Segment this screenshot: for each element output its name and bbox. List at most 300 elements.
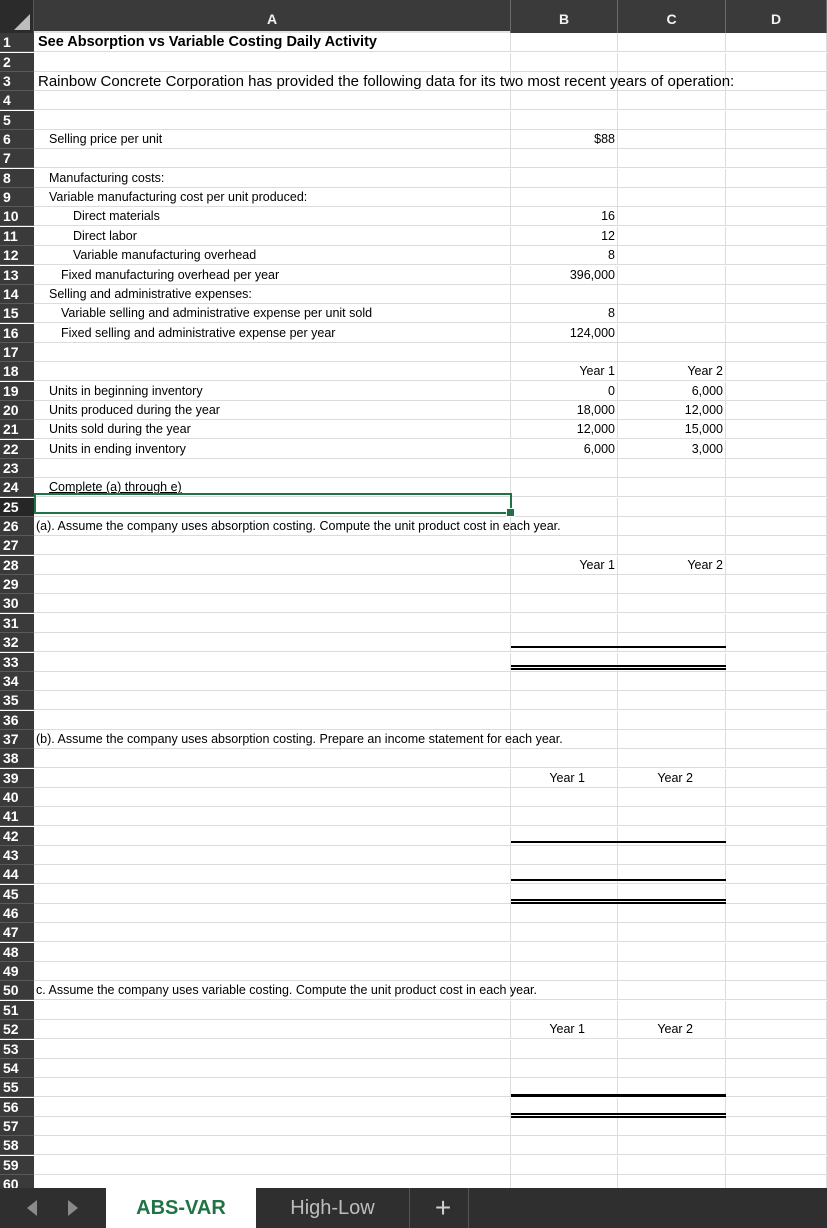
cell-c[interactable] <box>618 1059 726 1078</box>
sheet-row <box>0 382 827 401</box>
cell-c[interactable] <box>618 266 726 285</box>
row-header[interactable]: 27 <box>0 536 34 555</box>
cell-d[interactable] <box>726 691 827 710</box>
cell-a[interactable] <box>34 149 511 168</box>
cell-a[interactable] <box>34 227 511 246</box>
cell-b[interactable] <box>511 343 618 362</box>
cell-b[interactable] <box>511 285 618 304</box>
cell-b[interactable] <box>511 846 618 865</box>
row-header[interactable]: 2 <box>0 53 34 72</box>
cell-a[interactable] <box>34 575 511 594</box>
sheet-tab-high-low[interactable]: High-Low <box>256 1188 410 1228</box>
cell-d[interactable] <box>726 362 827 381</box>
cell-a[interactable] <box>34 711 511 730</box>
cell-a[interactable] <box>34 672 511 691</box>
add-sheet-plus-icon[interactable]: + <box>418 1188 469 1228</box>
cell-a[interactable] <box>34 459 511 478</box>
row-header[interactable]: 1 <box>0 33 34 52</box>
cell-a[interactable] <box>34 827 511 846</box>
cell-b[interactable] <box>511 633 618 652</box>
cell-d[interactable] <box>726 498 827 517</box>
column-header-a[interactable]: A <box>34 0 511 33</box>
cell-b[interactable] <box>511 149 618 168</box>
cell-b[interactable] <box>511 324 618 343</box>
cell-a[interactable] <box>34 730 563 749</box>
row-header[interactable]: 5 <box>0 111 34 130</box>
cell-d[interactable] <box>726 420 827 439</box>
cell-d[interactable] <box>726 788 827 807</box>
cell-a[interactable] <box>34 130 511 149</box>
cell-b[interactable] <box>511 614 618 633</box>
cell-d[interactable] <box>726 536 827 555</box>
cell-a[interactable] <box>34 594 511 613</box>
row-header[interactable]: 24 <box>0 478 34 497</box>
cell-c[interactable] <box>618 769 726 788</box>
cell-d[interactable] <box>726 33 827 52</box>
cell-b[interactable] <box>511 807 618 826</box>
cell-a[interactable] <box>34 382 511 401</box>
row-header[interactable]: 54 <box>0 1059 34 1078</box>
cell-a[interactable] <box>34 846 511 865</box>
column-header-b[interactable]: B <box>511 0 618 33</box>
cell-b[interactable] <box>511 865 618 884</box>
cell-a[interactable] <box>34 691 511 710</box>
row-header[interactable]: 3 <box>0 72 34 91</box>
row-header[interactable]: 20 <box>0 401 34 420</box>
row-header[interactable]: 10 <box>0 207 34 226</box>
cell-d[interactable] <box>726 556 827 575</box>
cell-c[interactable] <box>618 962 726 981</box>
cell-d[interactable] <box>726 846 827 865</box>
row-header[interactable]: 22 <box>0 440 34 459</box>
cell-d[interactable] <box>726 324 827 343</box>
cell-c[interactable] <box>618 1117 726 1136</box>
cell-a[interactable] <box>34 517 561 536</box>
cell-c[interactable] <box>618 981 726 1000</box>
cell-c[interactable] <box>618 227 726 246</box>
cell-b[interactable] <box>511 1156 618 1175</box>
row-header[interactable]: 43 <box>0 846 34 865</box>
cell-c[interactable] <box>618 672 726 691</box>
cell-c[interactable] <box>618 594 726 613</box>
row-header[interactable]: 33 <box>0 653 34 672</box>
cell-d[interactable] <box>726 943 827 962</box>
cell-b[interactable] <box>511 1040 618 1059</box>
cell-c[interactable] <box>618 788 726 807</box>
cell-b[interactable] <box>511 943 618 962</box>
cell-a[interactable] <box>34 246 511 265</box>
cell-c[interactable] <box>618 943 726 962</box>
cell-d[interactable] <box>726 653 827 672</box>
cell-c[interactable] <box>618 246 726 265</box>
cell-d[interactable] <box>726 923 827 942</box>
cell-a[interactable] <box>34 769 511 788</box>
cell-b[interactable] <box>511 769 618 788</box>
cell-d[interactable] <box>726 1098 827 1117</box>
cell-b[interactable] <box>511 130 618 149</box>
row-header[interactable]: 52 <box>0 1020 34 1039</box>
cell-d[interactable] <box>726 517 827 536</box>
cell-c[interactable] <box>618 517 726 536</box>
cell-c[interactable] <box>618 923 726 942</box>
cell-d[interactable] <box>726 1117 827 1136</box>
next-sheet-arrow-icon[interactable] <box>68 1200 78 1216</box>
row-header[interactable]: 32 <box>0 633 34 652</box>
cell-d[interactable] <box>726 594 827 613</box>
cell-c[interactable] <box>618 711 726 730</box>
cell-a[interactable] <box>34 266 511 285</box>
row-header[interactable]: 59 <box>0 1156 34 1175</box>
cell-b[interactable] <box>511 711 618 730</box>
cell-d[interactable] <box>726 266 827 285</box>
cell-d[interactable] <box>726 207 827 226</box>
cell-b[interactable] <box>511 459 618 478</box>
cell-b[interactable] <box>511 1059 618 1078</box>
sheet-row <box>0 53 827 72</box>
prev-sheet-arrow-icon[interactable] <box>27 1200 37 1216</box>
cell-c[interactable] <box>618 1001 726 1020</box>
cell-a[interactable] <box>34 1001 511 1020</box>
row-header[interactable]: 39 <box>0 769 34 788</box>
cell-b[interactable] <box>511 498 618 517</box>
row-header[interactable]: 42 <box>0 827 34 846</box>
cell-b[interactable] <box>511 33 618 52</box>
sheet-row <box>0 304 827 323</box>
row-header[interactable]: 48 <box>0 943 34 962</box>
row-header[interactable]: 16 <box>0 324 34 343</box>
sheet-row <box>0 1020 827 1039</box>
cell-a[interactable] <box>34 749 511 768</box>
row-header[interactable]: 26 <box>0 517 34 536</box>
row-header[interactable]: 19 <box>0 382 34 401</box>
row-header[interactable]: 30 <box>0 594 34 613</box>
cell-d[interactable] <box>726 1059 827 1078</box>
row-header[interactable]: 58 <box>0 1136 34 1155</box>
cell-a[interactable] <box>34 440 511 459</box>
cell-a[interactable] <box>34 943 511 962</box>
cell-d[interactable] <box>726 478 827 497</box>
cell-c[interactable] <box>618 362 726 381</box>
cell-c[interactable] <box>618 1136 726 1155</box>
cell-d[interactable] <box>726 1040 827 1059</box>
cell-b[interactable] <box>511 188 618 207</box>
cell-b[interactable] <box>511 246 618 265</box>
cell-c[interactable] <box>618 807 726 826</box>
cell-c[interactable] <box>618 382 726 401</box>
cell-a[interactable] <box>34 923 511 942</box>
row-header[interactable]: 53 <box>0 1040 34 1059</box>
cell-a[interactable] <box>34 633 511 652</box>
row-header[interactable]: 4 <box>0 91 34 110</box>
cell-d[interactable] <box>726 382 827 401</box>
sheet-row <box>0 536 827 555</box>
row-header[interactable]: 13 <box>0 266 34 285</box>
cell-a[interactable] <box>34 304 511 323</box>
cell-a[interactable] <box>34 904 511 923</box>
row-header[interactable]: 56 <box>0 1098 34 1117</box>
cell-a[interactable] <box>34 401 511 420</box>
cell-b[interactable] <box>511 1117 618 1136</box>
cell-b[interactable] <box>511 788 618 807</box>
cell-d[interactable] <box>726 459 827 478</box>
cell-d[interactable] <box>726 1078 827 1097</box>
cell-b[interactable] <box>511 420 618 439</box>
row-header[interactable]: 60 <box>0 1175 34 1188</box>
row-header[interactable]: 34 <box>0 672 34 691</box>
row-header[interactable]: 23 <box>0 459 34 478</box>
cell-d[interactable] <box>726 633 827 652</box>
row-header[interactable]: 47 <box>0 923 34 942</box>
row-header[interactable]: 45 <box>0 885 34 904</box>
cell-b[interactable] <box>511 1175 618 1188</box>
column-header-c[interactable]: C <box>618 0 726 33</box>
cell-c[interactable] <box>618 633 726 652</box>
cell-c[interactable] <box>618 575 726 594</box>
cell-c[interactable] <box>618 285 726 304</box>
cell-c[interactable] <box>618 53 726 72</box>
cell-c[interactable] <box>618 33 726 52</box>
cell-d[interactable] <box>726 1001 827 1020</box>
cell-b[interactable] <box>511 304 618 323</box>
cell-d[interactable] <box>726 53 827 72</box>
cell-a[interactable] <box>34 1059 511 1078</box>
cell-a[interactable] <box>34 91 511 110</box>
cell-d[interactable] <box>726 981 827 1000</box>
cell-c[interactable] <box>618 1040 726 1059</box>
row-header[interactable]: 29 <box>0 575 34 594</box>
cell-b[interactable] <box>511 672 618 691</box>
row-header[interactable]: 38 <box>0 749 34 768</box>
cell-a[interactable] <box>34 653 511 672</box>
cell-d[interactable] <box>726 188 827 207</box>
cell-c[interactable] <box>618 846 726 865</box>
row-header[interactable]: 21 <box>0 420 34 439</box>
cell-b[interactable] <box>511 923 618 942</box>
cell-c[interactable] <box>618 440 726 459</box>
row-header[interactable]: 49 <box>0 962 34 981</box>
cell-b[interactable] <box>511 53 618 72</box>
cell-a[interactable] <box>34 343 511 362</box>
cell-c[interactable] <box>618 478 726 497</box>
cell-d[interactable] <box>726 91 827 110</box>
cell-c[interactable] <box>618 865 726 884</box>
cell-d[interactable] <box>726 149 827 168</box>
cell-c[interactable] <box>618 536 726 555</box>
row-header[interactable]: 41 <box>0 807 34 826</box>
cell-d[interactable] <box>726 227 827 246</box>
cell-b[interactable] <box>511 169 618 188</box>
row-header[interactable]: 11 <box>0 227 34 246</box>
row-header[interactable]: 18 <box>0 362 34 381</box>
cell-a[interactable] <box>34 111 511 130</box>
cell-d[interactable] <box>726 962 827 981</box>
cell-c[interactable] <box>618 614 726 633</box>
cell-a[interactable] <box>34 33 511 52</box>
cell-b[interactable] <box>511 749 618 768</box>
row-header[interactable]: 40 <box>0 788 34 807</box>
cell-c[interactable] <box>618 459 726 478</box>
cell-c[interactable] <box>618 188 726 207</box>
cell-a[interactable] <box>34 962 511 981</box>
cell-a[interactable] <box>34 1117 511 1136</box>
row-header[interactable]: 46 <box>0 904 34 923</box>
cell-c[interactable] <box>618 169 726 188</box>
cell-a[interactable] <box>34 788 511 807</box>
cell-b[interactable] <box>511 382 618 401</box>
cell-c[interactable] <box>618 91 726 110</box>
fill-handle[interactable] <box>506 508 515 517</box>
cell-d[interactable] <box>726 865 827 884</box>
row-header[interactable]: 25 <box>0 498 34 517</box>
cell-a[interactable] <box>34 1078 511 1097</box>
cell-a[interactable] <box>34 285 511 304</box>
select-all-corner[interactable] <box>0 0 34 33</box>
cell-d[interactable] <box>726 111 827 130</box>
cell-d[interactable] <box>726 807 827 826</box>
cell-a[interactable] <box>34 188 511 207</box>
cell-c[interactable] <box>618 730 726 749</box>
cell-a[interactable] <box>34 536 511 555</box>
cell-a[interactable] <box>34 865 511 884</box>
row-header[interactable]: 36 <box>0 711 34 730</box>
cell-b[interactable] <box>511 962 618 981</box>
cell-d[interactable] <box>726 246 827 265</box>
cell-c[interactable] <box>618 420 726 439</box>
cell-d[interactable] <box>726 575 827 594</box>
row-header[interactable]: 37 <box>0 730 34 749</box>
row-header[interactable]: 12 <box>0 246 34 265</box>
cell-d[interactable] <box>726 440 827 459</box>
cell-d[interactable] <box>726 711 827 730</box>
cell-d[interactable] <box>726 730 827 749</box>
cell-c[interactable] <box>618 130 726 149</box>
cell-a[interactable] <box>34 53 511 72</box>
cell-a[interactable] <box>34 885 511 904</box>
column-header-d[interactable]: D <box>726 0 827 33</box>
cell-a[interactable] <box>34 614 511 633</box>
cell-b[interactable] <box>511 266 618 285</box>
cell-c[interactable] <box>618 343 726 362</box>
cell-c[interactable] <box>618 556 726 575</box>
cell-b[interactable] <box>511 207 618 226</box>
cell-c[interactable] <box>618 304 726 323</box>
row-header[interactable]: 31 <box>0 614 34 633</box>
row-header[interactable]: 15 <box>0 304 34 323</box>
cell-b[interactable] <box>511 227 618 246</box>
cell-d[interactable] <box>726 827 827 846</box>
cell-d[interactable] <box>726 769 827 788</box>
row-header[interactable]: 14 <box>0 285 34 304</box>
cell-d[interactable] <box>726 1156 827 1175</box>
sheet-tab-abs-var[interactable]: ABS-VAR <box>106 1188 256 1228</box>
cell-a[interactable] <box>34 1156 511 1175</box>
cell-a[interactable] <box>34 1098 511 1117</box>
cell-c[interactable] <box>618 1156 726 1175</box>
cell-d[interactable] <box>726 343 827 362</box>
cell-c[interactable] <box>618 691 726 710</box>
cell-d[interactable] <box>726 304 827 323</box>
cell-d[interactable] <box>726 72 827 91</box>
cell-c[interactable] <box>618 1175 726 1188</box>
cell-b[interactable] <box>511 691 618 710</box>
cell-a[interactable] <box>34 169 511 188</box>
cell-d[interactable] <box>726 1020 827 1039</box>
cell-a[interactable] <box>34 324 511 343</box>
cell-c[interactable] <box>618 749 726 768</box>
cell-c[interactable] <box>618 498 726 517</box>
cell-d[interactable] <box>726 130 827 149</box>
cell-a[interactable] <box>34 362 511 381</box>
cell-a[interactable] <box>34 1136 511 1155</box>
cell-b[interactable] <box>511 111 618 130</box>
cell-b[interactable] <box>511 594 618 613</box>
cell-b[interactable] <box>511 575 618 594</box>
selected-cell-a25[interactable] <box>34 493 512 514</box>
cell-d[interactable] <box>726 904 827 923</box>
cell-a[interactable] <box>34 420 511 439</box>
row-header[interactable]: 35 <box>0 691 34 710</box>
cell-c[interactable] <box>618 207 726 226</box>
cell-b[interactable] <box>511 1020 618 1039</box>
cell-d[interactable] <box>726 169 827 188</box>
cell-a[interactable] <box>34 981 537 1000</box>
cell-c[interactable] <box>618 401 726 420</box>
cell-a[interactable] <box>34 1175 511 1188</box>
cell-b[interactable] <box>511 556 618 575</box>
cell-c[interactable] <box>618 1020 726 1039</box>
cell-b[interactable] <box>511 1001 618 1020</box>
cell-d[interactable] <box>726 401 827 420</box>
cell-a[interactable] <box>34 72 735 91</box>
row-header[interactable]: 44 <box>0 865 34 884</box>
row-header[interactable]: 8 <box>0 169 34 188</box>
cell-d[interactable] <box>726 285 827 304</box>
cell-c[interactable] <box>618 324 726 343</box>
row-header[interactable]: 7 <box>0 149 34 168</box>
cell-b[interactable] <box>511 536 618 555</box>
cell-b[interactable] <box>511 401 618 420</box>
row-header[interactable]: 28 <box>0 556 34 575</box>
cell-a[interactable] <box>34 556 511 575</box>
cell-a[interactable] <box>34 807 511 826</box>
cell-a[interactable] <box>34 1020 511 1039</box>
cell-d[interactable] <box>726 749 827 768</box>
row-header[interactable]: 57 <box>0 1117 34 1136</box>
cell-d[interactable] <box>726 672 827 691</box>
cell-b[interactable] <box>511 904 618 923</box>
cell-d[interactable] <box>726 1136 827 1155</box>
cell-a[interactable] <box>34 1040 511 1059</box>
cell-c[interactable] <box>618 149 726 168</box>
cell-c[interactable] <box>618 111 726 130</box>
cell-b[interactable] <box>511 1136 618 1155</box>
row-header[interactable]: 50 <box>0 981 34 1000</box>
cell-a[interactable] <box>34 207 511 226</box>
row-header[interactable]: 51 <box>0 1001 34 1020</box>
row-header[interactable]: 55 <box>0 1078 34 1097</box>
row-header[interactable]: 6 <box>0 130 34 149</box>
row-header[interactable]: 9 <box>0 188 34 207</box>
cell-d[interactable] <box>726 614 827 633</box>
cell-b[interactable] <box>511 440 618 459</box>
row-header[interactable]: 17 <box>0 343 34 362</box>
cell-c[interactable] <box>618 904 726 923</box>
cell-d[interactable] <box>726 1175 827 1188</box>
cell-d[interactable] <box>726 885 827 904</box>
cell-b[interactable] <box>511 362 618 381</box>
cell-b[interactable] <box>511 478 618 497</box>
cell-b[interactable] <box>511 91 618 110</box>
